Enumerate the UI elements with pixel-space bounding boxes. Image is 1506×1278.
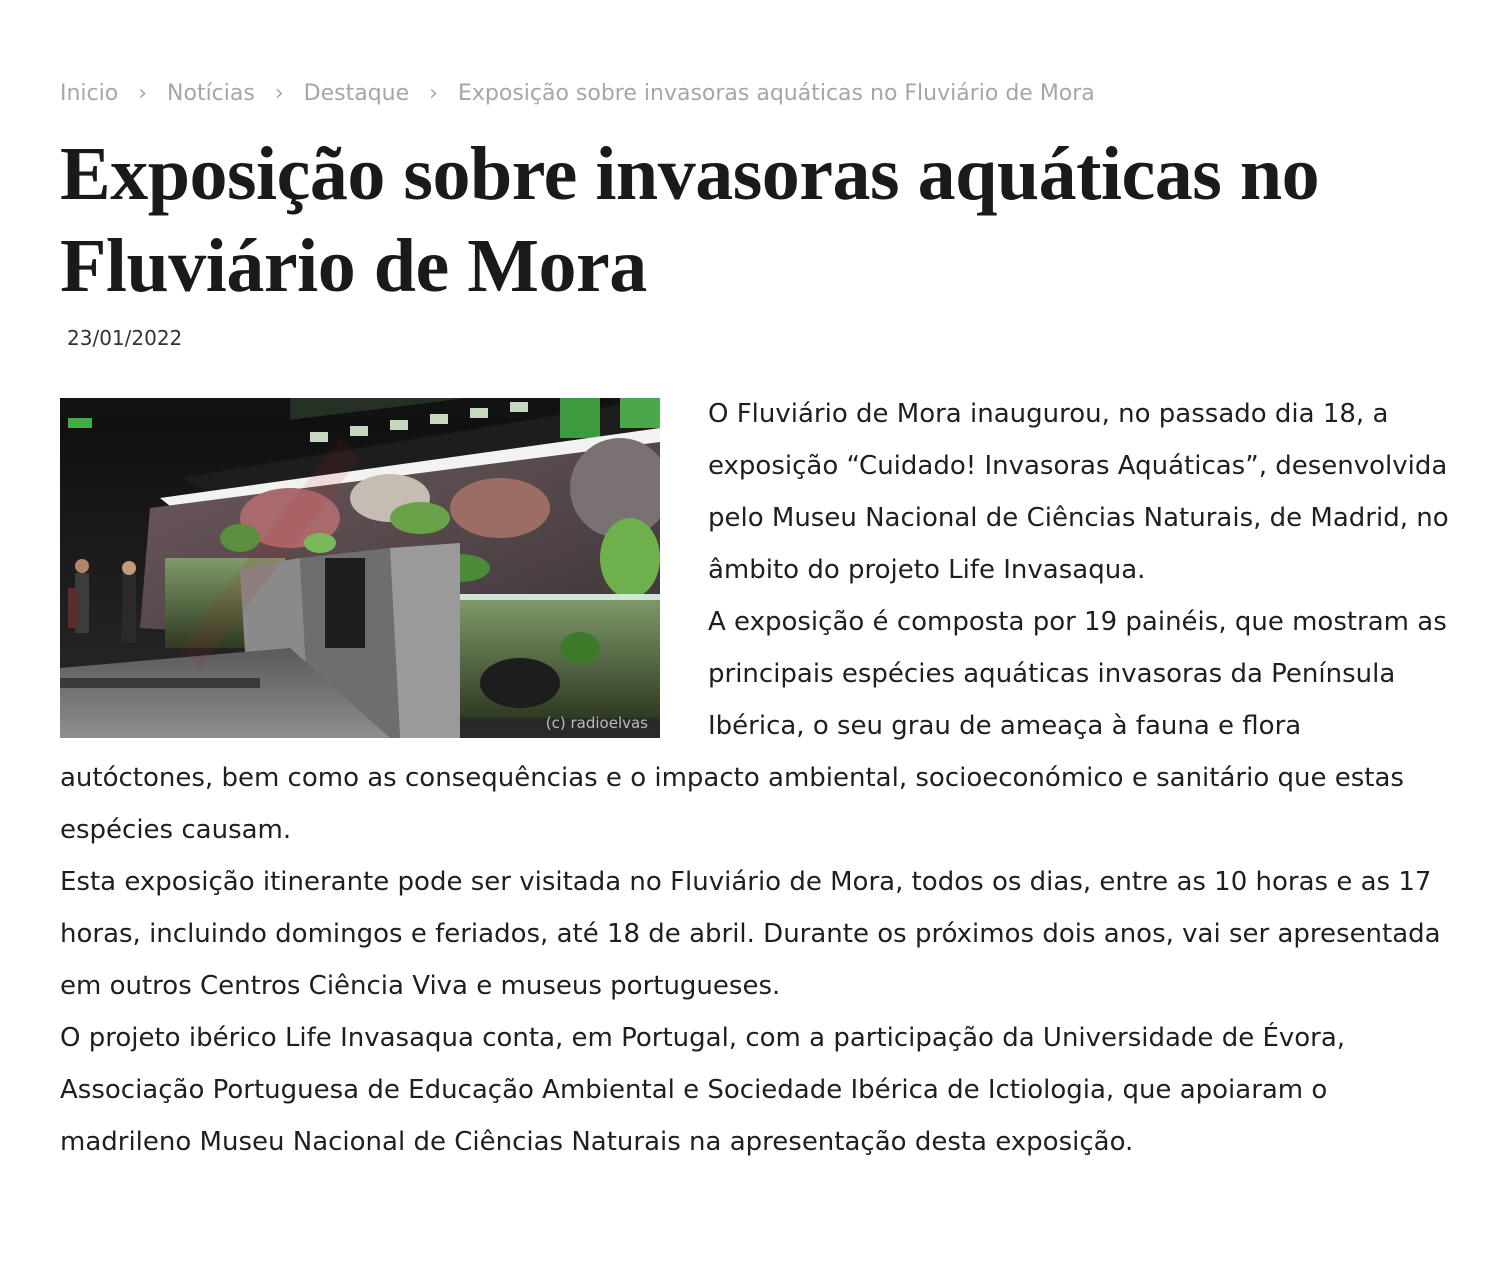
breadcrumb-current: Exposição sobre invasoras aquáticas no Fluviário de Mora [457,81,1095,106]
article-photo [60,398,660,738]
article-paragraph: A exposição é composta por 19 painéis, que mostram as principais espécies aquáticas invasoras da Península Ibérica, o seu grau de ameaça à fauna e flora autóctones, bem como as consequências e o impacto ambiental, socioeconómico e sanitário que estas espécies causam. [60,607,1447,845]
breadcrumb-separator: › [274,81,284,106]
article-paragraph: Esta exposição itinerante pode ser visitada no Fluviário de Mora, todos os dias, entre as 10 horas e as 17 horas, incluindo domingos e feriados, até 18 de abril. Durante os próximos dois anos, vai ser apresentada em outros Centros Ciência Viva e museus portugueses. [60,867,1441,1001]
breadcrumb-separator: › [429,81,438,106]
article-paragraph: O Fluviário de Mora inaugurou, no passado dia 18, a exposição “Cuidado! Invasoras Aquáticas”, desenvolvida pelo Museu Nacional de Ciências Naturais, de Madrid, no âmbito do projeto Life Invasaqua. [708,399,1449,585]
breadcrumb-separator: › [138,81,148,106]
breadcrumb-link-noticias[interactable]: Notícias [167,81,255,106]
article-body [60,388,1452,1168]
article-paragraph: O projeto ibérico Life Invasaqua conta, em Portugal, com a participação da Universidade de Évora, Associação Portuguesa de Educação Ambiental e Sociedade Ibérica de Ictiologia, que apoiaram o madrileno Museu Nacional de Ciências Naturais na apresentação desta exposição. [60,1023,1346,1157]
article-date: 23/01/2022 [67,326,183,350]
breadcrumb-link-destaque[interactable]: Destaque [303,81,410,106]
article-title: Exposição sobre invasoras aquáticas no Fluviário de Mora [60,132,1320,308]
breadcrumb-link-inicio[interactable]: Inicio [60,81,119,106]
breadcrumb [60,78,1095,110]
image-watermark: (c) radioelvas [545,714,648,732]
